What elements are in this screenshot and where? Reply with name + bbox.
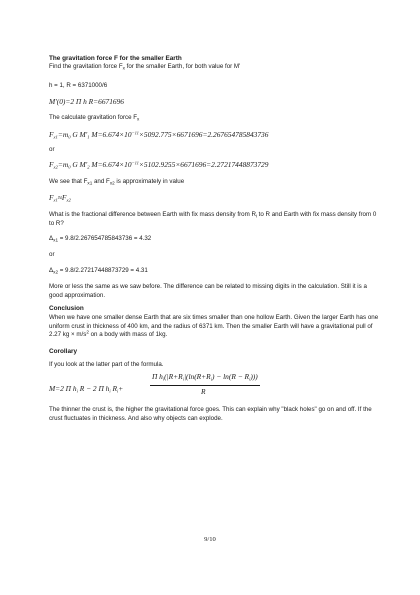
question-paragraph: What is the fractional difference between Earth with fix mass density from $R_i$ to R and Earth with fix mass density from 0 to R? <box>49 211 377 227</box>
or-separator-1: or <box>49 146 55 153</box>
delta-2: $\Delta_{x2} = 9.8/2.27217448873729 = 4.31$ <box>49 267 148 275</box>
corollary-numerator: Π $h_i(|R+R_i|(\ln(R+R_i) - \ln(R - R_i)))$ <box>152 372 258 382</box>
or-separator-2: or <box>49 251 55 258</box>
fraction-bar <box>150 385 260 386</box>
more-or-less-paragraph: More or less the same as we saw before. The difference can be related to missing digits in the calculation. Still it is a good approximation. <box>49 283 367 299</box>
equation-m-zero: M'(0)=2 Π h R=6671696 <box>49 97 124 106</box>
equation-force-1: $F_{x1}=m_0$ G $M'_1$ $M=6.674\times 10^{-11}\times 5092.775\times 6671696=2.267654785843736$ <box>49 130 269 140</box>
equation-approx: $F_{x1}\approx F_{x2}$ <box>49 193 71 203</box>
closing-paragraph: The thinner the crust is, the higher the gravitational force goes. This can explain why "black holes" go on and off. If the crust fluctuates in thickness. And also why objects can explode. <box>49 406 372 422</box>
approx-statement: We see that $F_{x1}$ and $F_{x2}$ is approximately in value <box>49 178 185 186</box>
corollary-intro: If you look at the latter part of the formula. <box>49 361 164 368</box>
parameters-line: h = 1, R = 6371000/6 <box>49 82 108 89</box>
calc-label: The calculate gravitation force $F_x$ <box>49 114 140 122</box>
corollary-denominator: R <box>201 387 206 396</box>
corollary-heading: Corollary <box>49 348 78 355</box>
conclusion-paragraph: When we have one smaller dense Earth that are six times smaller than one hollow Earth. Given the larger Earth has one uniform crust in thickness of 400 km, and the radius of 6371 km. Then the smaller Earth will have a gravitational pull of 2.27 kg × $m/s^2$ on a body with mass of 1kg. <box>49 314 379 339</box>
conclusion-heading: Conclusion <box>49 305 84 312</box>
page-number: 9/10 <box>204 536 216 543</box>
delta-1: $\Delta_{x1} = 9.8/2.267654785843736 = 4.32$ <box>49 235 152 243</box>
corollary-lhs: M=2 Π $h_i$ R − 2 Π $h_i$ $R_i+$ <box>49 384 124 394</box>
equation-force-2: $F_{x2}=m_0$ G $M'_2$ $M=6.674\times 10^{-11}\times 5102.9255\times 6671696=2.27217448873729$ <box>49 160 269 170</box>
intro-line: Find the gravitation force $F_x$ for the smaller Earth, for both value for M' <box>49 63 241 71</box>
section-heading-gravitation-force: The gravitation force F for the smaller Earth <box>49 55 182 62</box>
